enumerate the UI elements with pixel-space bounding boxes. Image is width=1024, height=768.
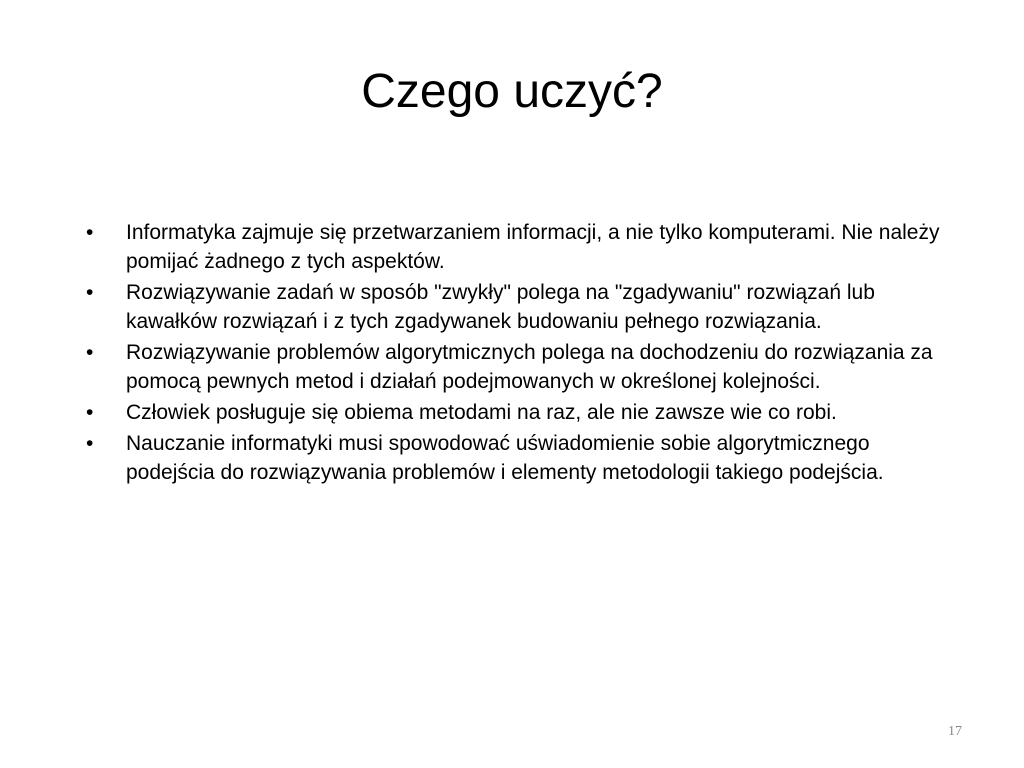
bullet-item xyxy=(86,218,956,276)
page-number: 17 xyxy=(948,724,962,739)
bullet-text: Informatyka zajmuje się przetwarzaniem informacji, a nie tylko komputerami. Nie należy pomijać żadnego z tych aspektów. xyxy=(126,221,940,273)
bullet-item xyxy=(86,278,956,336)
bullet-icon: • xyxy=(86,401,94,424)
bullet-icon: • xyxy=(86,432,94,455)
bullet-text: Rozwiązywanie problemów algorytmicznych polega na dochodzeniu do rozwiązania za pomocą pewnych metod i działań podejmowanych w określonej kolejności. xyxy=(126,341,933,393)
bullet-item xyxy=(86,398,956,427)
bullet-icon: • xyxy=(86,341,94,364)
bullet-item xyxy=(86,338,956,396)
bullet-list xyxy=(86,218,956,489)
bullet-icon: • xyxy=(86,221,94,244)
bullet-text: Nauczanie informatyki musi spowodować uświadomienie sobie algorytmicznego podejścia do rozwiązywania problemów i elementy metodologii takiego podejścia. xyxy=(126,432,884,484)
slide-title: Czego uczyć? xyxy=(361,65,663,118)
bullet-text: Człowiek posługuje się obiema metodami na raz, ale nie zawsze wie co robi. xyxy=(126,401,837,424)
bullet-text: Rozwiązywanie zadań w sposób "zwykły" polega na "zgadywaniu" rozwiązań lub kawałków rozwiązań i z tych zgadywanek budowaniu pełnego rozwiązania. xyxy=(126,281,875,333)
bullet-icon: • xyxy=(86,281,94,304)
bullet-item xyxy=(86,429,956,487)
